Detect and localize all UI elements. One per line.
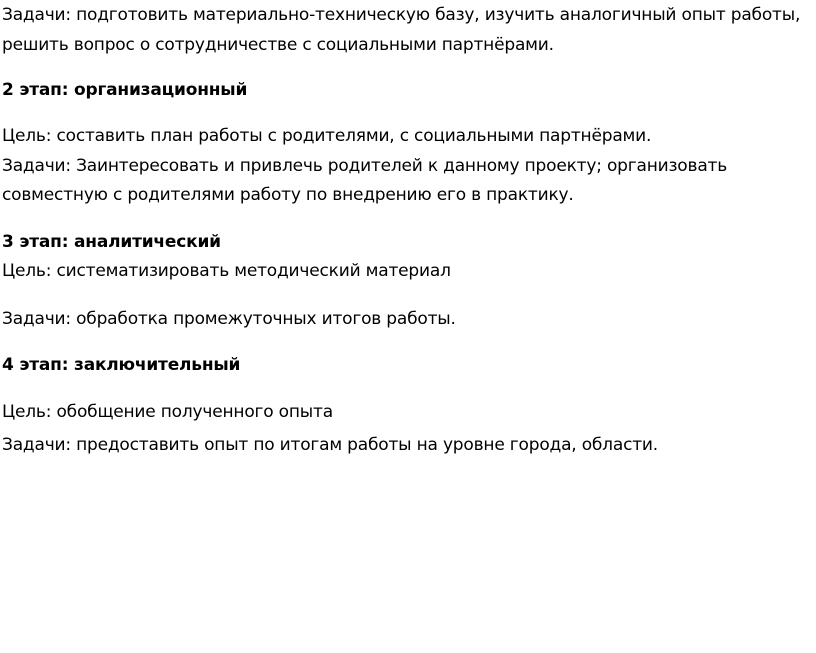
stage4-tasks: Задачи: предоставить опыт по итогам работы на уровне города, области. xyxy=(2,435,658,455)
stage3-goal: Цель: систематизировать методический материал xyxy=(2,261,451,281)
stage2-goal: Цель: составить план работы с родителями, с социальными партнёрами. xyxy=(2,126,652,146)
stage2-heading: 2 этап: организационный xyxy=(2,80,248,100)
stage4-goal: Цель: обобщение полученного опыта xyxy=(2,402,333,422)
stage4-heading: 4 этап: заключительный xyxy=(2,355,241,375)
stage3-tasks: Задачи: обработка промежуточных итогов работы. xyxy=(2,309,456,329)
stage3-heading: 3 этап: аналитический xyxy=(2,232,221,252)
stage2-tasks-line1: Задачи: Заинтересовать и привлечь родителей к данному проекту; организовать xyxy=(2,156,728,176)
stage1-tasks-line2: решить вопрос о сотрудничестве с социальными партнёрами. xyxy=(2,35,554,55)
stage1-tasks-line1: Задачи: подготовить материально-техническую базу, изучить аналогичный опыт работы, xyxy=(2,5,801,25)
stage2-tasks-line2: совместную с родителями работу по внедрению его в практику. xyxy=(2,185,574,205)
